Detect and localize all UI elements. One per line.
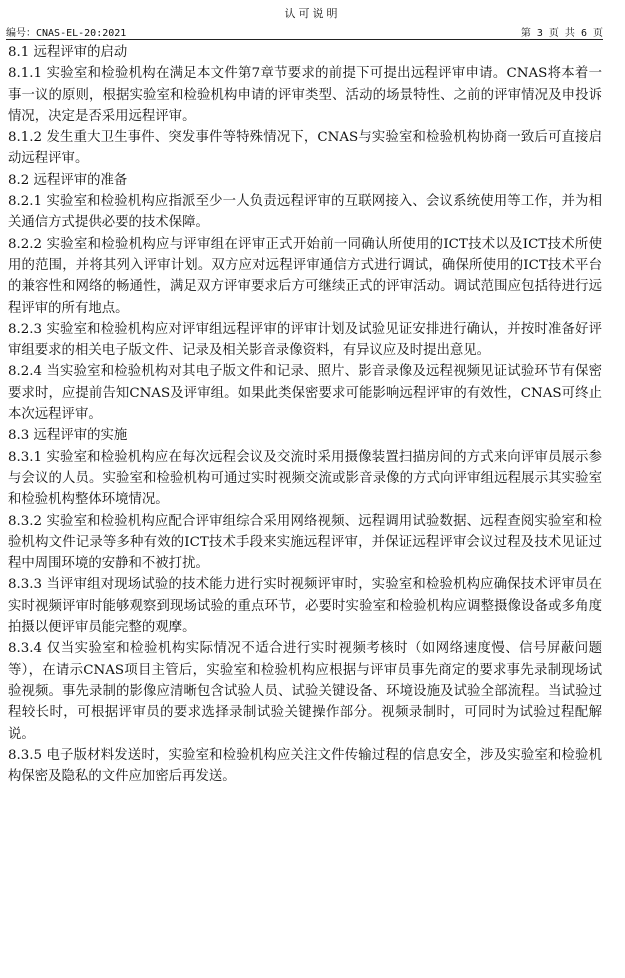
document-number: 编号：CNAS-EL-20:2021 <box>6 28 127 39</box>
clause-8-2-2: 8.2.2 实验室和检验机构应与评审组在评审正式开始前一同确认所使用的ICT技术以及ICT技术所使用的范围，并将其列入评审计划。双方应对远程评审通信方式进行调试，确保所使用的ICT技术平台的兼容性和网络的畅通性，满足双方评审要求后方可继续正式的评审活动。调试范围应包括待进行远程评审的所有地点。 <box>8 236 602 316</box>
page-number: 第 3 页 共 6 页 <box>520 28 603 39</box>
document-body <box>8 42 602 787</box>
section-heading-8-2: 8.2 远程评审的准备 <box>8 172 128 188</box>
clause-8-1-1: 8.1.1 实验室和检验机构在满足本文件第7章节要求的前提下可提出远程评审申请。CNAS将本着一事一议的原则，根据实验室和检验机构申请的评审类型、活动的场景特性、之前的评审情况及申投诉情况，决定是否采用远程评审。 <box>8 66 602 124</box>
clause-8-3-2: 8.3.2 实验室和检验机构应配合评审组综合采用网络视频、远程调用试验数据、远程查阅实验室和检验机构文件记录等多种有效的ICT技术手段来实施远程评审，并保证远程评审会议过程及技术见证过程中周围环境的安静和不被打扰。 <box>8 513 602 572</box>
header-divider <box>6 39 603 40</box>
clause-8-3-4: 8.3.4 仅当实验室和检验机构实际情况不适合进行实时视频考核时（如网络速度慢、信号屏蔽问题等），在请示CNAS项目主管后，实验室和检验机构应根据与评审员事先商定的要求事先录制现场试验视频。事先录制的影像应清晰包含试验人员、试验关键设备、环境设施及试验全部流程。当试验过程较长时，可根据评审员的要求选择录制试验关键操作部分。视频录制时，可同时为试验过程配解说。 <box>8 641 602 742</box>
clause-8-3-5: 8.3.5 电子版材料发送时，实验室和检验机构应关注文件传输过程的信息安全，涉及实验室和检验机构保密及隐私的文件应加密后再发送。 <box>8 747 602 785</box>
clause-8-1-2: 8.1.2 发生重大卫生事件、突发事件等特殊情况下，CNAS与实验室和检验机构协商一致后可直接启动远程评审。 <box>8 130 602 167</box>
clause-8-3-1: 8.3.1 实验室和检验机构应在每次远程会议及交流时采用摄像装置扫描房间的方式来向评审员展示参与会议的人员。实验室和检验机构可通过实时视频交流或影音录像的方式向评审组远程展示其实验室和检验机构整体环境情况。 <box>8 449 602 508</box>
clause-8-3-3: 8.3.3 当评审组对现场试验的技术能力进行实时视频评审时，实验室和检验机构应确保技术评审员在实时视频评审时能够观察到现场试验的重点环节，必要时实验室和检验机构应调整摄像设备或多角度拍摄以便评审员能完整的观摩。 <box>8 577 602 636</box>
page-header <box>6 24 603 38</box>
clause-8-2-4: 8.2.4 当实验室和检验机构对其电子版文件和记录、照片、影音录像及远程视频见证试验环节有保密要求时，应提前告知CNAS及评审组。如果此类保密要求可能影响远程评审的有效性，CNAS可终止本次远程评审。 <box>8 364 602 423</box>
section-heading-8-1: 8.1 远程评审的启动 <box>8 45 128 60</box>
section-heading-8-3: 8.3 远程评审的实施 <box>8 428 128 444</box>
clause-8-2-1: 8.2.1 实验室和检验机构应指派至少一人负责远程评审的互联网接入、会议系统使用等工作，并为相关通信方式提供必要的技术保障。 <box>8 194 602 231</box>
header-title: 认可说明 <box>284 7 341 20</box>
clause-8-2-3: 8.2.3 实验室和检验机构应对评审组远程评审的评审计划及试验见证安排进行确认，并按时准备好评审组要求的相关电子版文件、记录及相关影音录像资料，有异议应及时提出意见。 <box>8 321 602 359</box>
